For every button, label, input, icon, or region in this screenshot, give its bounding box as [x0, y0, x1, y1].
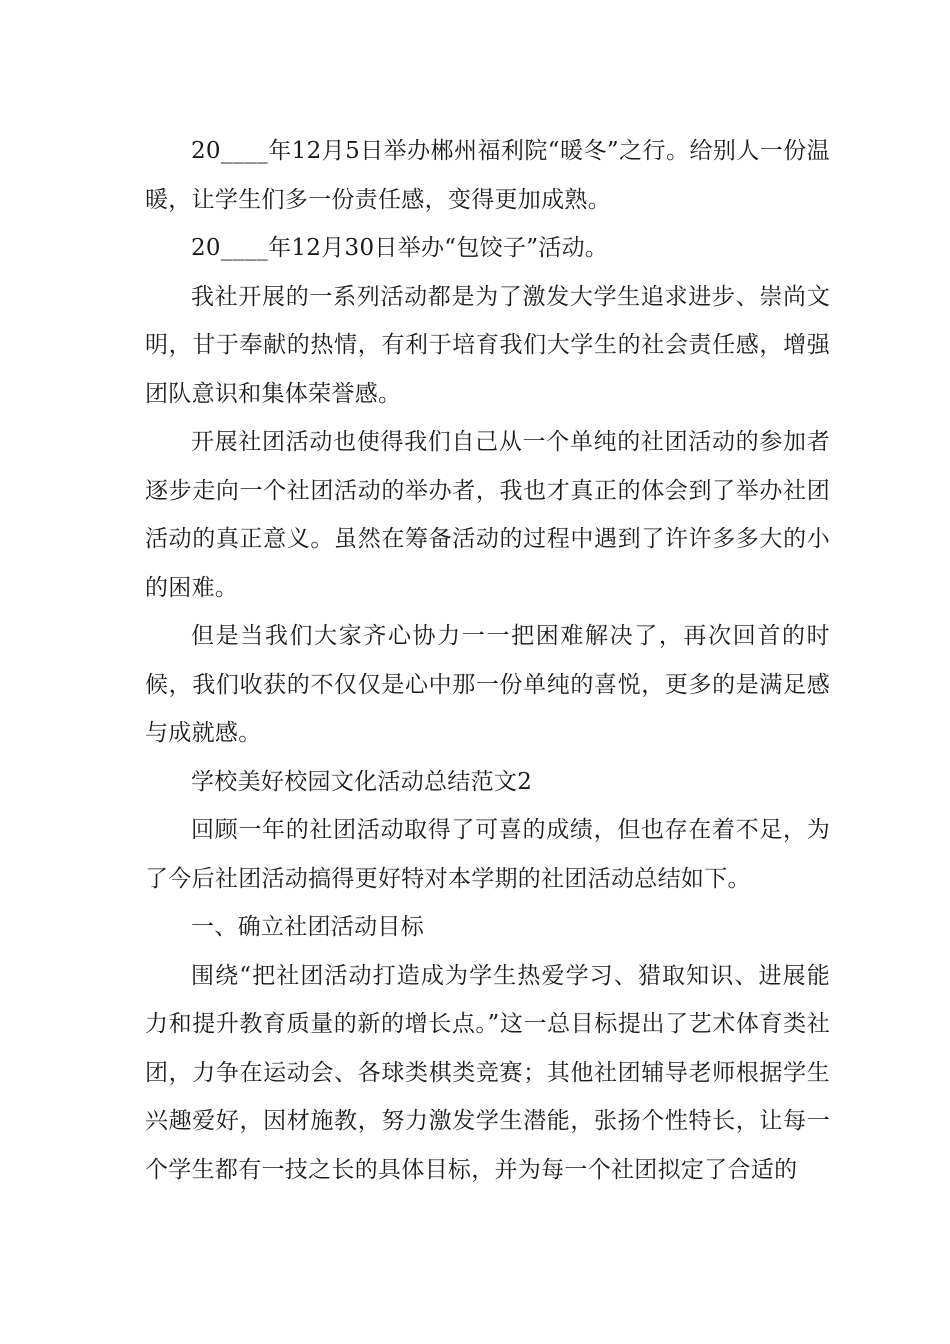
section-heading-sample-2: 学校美好校园文化活动总结范文2 [191, 768, 533, 795]
paragraph-year-review: 回顾一年的社团活动取得了可喜的成绩，但也存在着不足，为了今后社团活动搞得更好特对本学期的社团活动总结如下。 [145, 817, 830, 892]
paragraph-harvest: 但是当我们大家齐心协力一一把困难解决了，再次回首的时候，我们收获的不仅仅是心中那一份单纯的喜悦，更多的是满足感与成就感。 [145, 623, 830, 746]
paragraph-dumpling-event: 20____年12月30日举办“包饺子”活动。 [191, 235, 609, 261]
paragraph-activity-purpose: 我社开展的一系列活动都是为了激发大学生追求进步、崇尚文明，甘于奉献的热情，有利于培育我们大学生的社会责任感，增强团队意识和集体荣誉感。 [145, 283, 830, 407]
subheading-establish-goals: 一、确立社团活动目标 [191, 914, 424, 940]
paragraph-welfare-visit: 20____年12月5日举办郴州福利院“暖冬”之行。给别人一份温暖，让学生们多一份责任感，变得更加成熟。 [145, 138, 830, 213]
paragraph-organizer-growth: 开展社团活动也使得我们自己从一个单纯的社团活动的参加者逐步走向一个社团活动的举办者，我也才真正的体会到了举办社团活动的真正意义。虽然在筹备活动的过程中遇到了许许多多大的小的困难。 [145, 429, 830, 601]
paragraph-goal-details: 围绕“把社团活动打造成为学生热爱学习、猎取知识、进展能力和提升教育质量的新的增长点。”这一总目标提出了艺术体育类社团，力争在运动会、各球类棋类竞赛；其他社团辅导老师根据学生兴趣爱好，因材施教，努力激发学生潜能，张扬个性特长，让每一个学生都有一技之长的具体目标，并为每一个社团拟定了合适的 [145, 962, 830, 1183]
